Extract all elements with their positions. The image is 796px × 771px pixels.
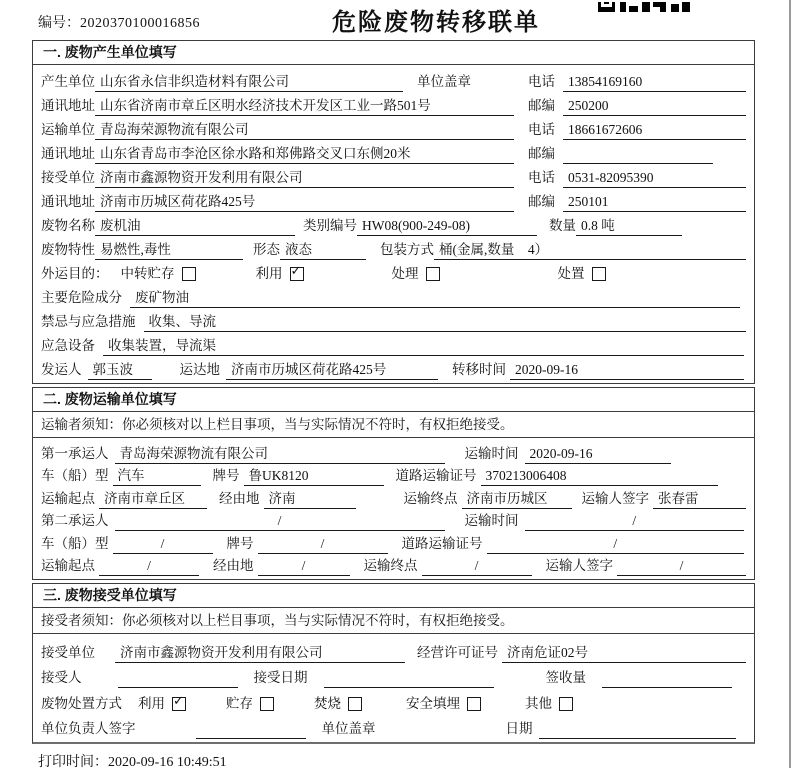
row-receiver xyxy=(41,164,746,188)
producer-zip-group xyxy=(528,94,746,116)
print-time-value: 2020-09-16 10:49:51 xyxy=(108,755,227,770)
receiver-phone-label: 电话 xyxy=(528,170,555,185)
acceptor-label: 接受人 xyxy=(41,670,82,685)
row-vehicle1 xyxy=(41,464,746,487)
emergency-equipment-value: 收集装置，导流渠 xyxy=(103,334,744,356)
producer-zip-value: 250200 xyxy=(563,98,746,116)
transporter-zip-group xyxy=(528,142,746,164)
end2-value: / xyxy=(422,558,532,576)
waste-name-value: 废机油 xyxy=(95,214,295,236)
transporter-zip-value xyxy=(563,148,713,164)
accepting-unit-value: 济南市鑫源物资开发利用有限公司 xyxy=(115,641,405,663)
hazard-components-value: 废矿物油 xyxy=(130,286,740,308)
carrier1-time-value: 2020-09-16 xyxy=(525,446,671,464)
packaging-label: 包装方式 xyxy=(380,242,434,257)
checkbox-icon xyxy=(592,267,606,281)
carrier1-time-label: 运输时间 xyxy=(464,445,519,461)
license-value: 济南危证02号 xyxy=(502,641,746,663)
plate1-label: 牌号 xyxy=(212,468,240,483)
sign1-value: 张春雷 xyxy=(653,487,746,509)
row-receiver-address xyxy=(41,188,746,212)
waste-form-value: 液态 xyxy=(280,238,366,260)
row-waste-traits xyxy=(41,236,746,260)
signed-amount-value xyxy=(602,672,732,688)
waste-quantity-label: 数量 xyxy=(549,218,576,233)
purpose-option-dispose xyxy=(558,262,606,284)
row-signoff xyxy=(41,714,746,740)
checkbox-icon xyxy=(559,697,573,711)
purpose-option-transfer-storage xyxy=(121,262,196,284)
transporter-phone-value: 18661672606 xyxy=(563,122,746,140)
receiver-zip-group xyxy=(528,190,746,212)
seal-date-value xyxy=(539,723,737,739)
emergency-equipment-label: 应急设备 xyxy=(41,338,95,353)
transporter-phone-group xyxy=(528,118,746,140)
row-route2 xyxy=(41,554,746,577)
row-incompat-measures xyxy=(41,308,746,332)
row-acceptance xyxy=(41,663,746,689)
vehicle1-label: 车（船）型 xyxy=(41,468,109,483)
purpose-option-reuse xyxy=(256,262,304,284)
permit2-label: 道路运输证号 xyxy=(401,535,483,551)
waste-category-value: HW08(900-249-08) xyxy=(357,218,537,236)
incompat-measures-label: 禁忌与应急措施 xyxy=(41,314,136,329)
responsible-sign-value xyxy=(196,723,306,739)
document-header xyxy=(0,0,796,40)
origin1-label: 运输起点 xyxy=(41,490,95,506)
waste-quantity-value: 0.8 吨 xyxy=(576,214,682,236)
section-transport xyxy=(32,387,755,580)
carrier1-value: 青岛海荣源物流有限公司 xyxy=(115,442,445,464)
checkbox-icon xyxy=(467,697,481,711)
receiver-value: 济南市鑫源物资开发利用有限公司 xyxy=(95,166,514,188)
row-producer xyxy=(41,68,746,92)
page-right-edge-line xyxy=(789,0,791,768)
row-hazard-components xyxy=(41,284,746,308)
purpose-option-treat xyxy=(392,262,440,284)
receiver-address-value: 济南市历城区荷花路425号 xyxy=(95,190,514,212)
via2-value: / xyxy=(258,558,350,576)
section-producer xyxy=(32,40,755,384)
permit1-label: 道路运输证号 xyxy=(395,468,477,483)
license-label: 经营许可证号 xyxy=(417,644,498,660)
row-emergency-equipment xyxy=(41,332,746,356)
producer-phone-group xyxy=(528,70,746,92)
section-receiver-rows xyxy=(33,634,754,742)
unit-seal-label: 单位盖章 xyxy=(321,721,376,736)
signed-amount-label: 签收量 xyxy=(545,670,586,685)
row-carrier1 xyxy=(41,441,746,464)
destination-value: 济南市历城区荷花路425号 xyxy=(226,358,438,380)
row-vehicle2 xyxy=(41,531,746,554)
transfer-time-value: 2020-09-16 xyxy=(510,362,744,380)
purpose-option-label: 处理 xyxy=(391,266,419,281)
carrier2-value: / xyxy=(115,513,445,531)
producer-seal-label: 单位盖章 xyxy=(417,74,471,89)
end2-label: 运输终点 xyxy=(363,558,418,573)
row-dispatch xyxy=(41,356,746,380)
via2-label: 经由地 xyxy=(213,558,254,573)
plate1-value: 鲁UK8120 xyxy=(244,464,384,486)
row-disposal-method xyxy=(41,688,746,714)
transporter-value: 青岛海荣源物流有限公司 xyxy=(95,118,514,140)
via1-label: 经由地 xyxy=(219,490,260,506)
section-receiver xyxy=(32,583,755,744)
receiver-notice: 接受者须知：你必须核对以上栏目事项，当与实际情况不符时，有权拒绝接受。 xyxy=(33,608,754,634)
transporter-address-label: 通讯地址 xyxy=(41,146,95,161)
check-mark: ✓ xyxy=(173,693,184,709)
waste-category-label: 类别编号 xyxy=(303,218,357,233)
qr-code-fragment-icon xyxy=(598,0,690,18)
accepting-unit-label: 接受单位 xyxy=(41,644,95,660)
disposal-option-storage xyxy=(226,692,274,714)
transport-notice: 运输者须知：你必须核对以上栏目事项，当与实际情况不符时，有权拒绝接受。 xyxy=(33,412,754,438)
checkbox-icon xyxy=(182,267,196,281)
disposal-option-label: 贮存 xyxy=(226,695,253,711)
transfer-manifest-form xyxy=(32,40,755,747)
transfer-time-label: 转移时间 xyxy=(452,362,506,377)
disposal-option-reuse xyxy=(138,692,186,714)
disposal-option-label: 利用 xyxy=(138,695,165,711)
sign2-label: 运输人签字 xyxy=(545,558,613,573)
row-transporter xyxy=(41,116,746,140)
serial-number-line xyxy=(38,12,200,32)
disposal-method-label: 废物处置方式 xyxy=(41,695,122,711)
receiver-label: 接受单位 xyxy=(41,170,95,185)
receiver-zip-label: 邮编 xyxy=(528,194,555,209)
receiver-zip-value: 250101 xyxy=(563,194,746,212)
checkbox-icon xyxy=(426,267,440,281)
page-title: 危险废物转移联单 xyxy=(332,9,540,36)
acceptor-value xyxy=(118,672,238,688)
carrier2-time-value: / xyxy=(525,513,745,531)
print-time-label: 打印时间： xyxy=(38,755,108,770)
vehicle2-label: 车（船）型 xyxy=(41,535,109,551)
disposal-option-label: 其他 xyxy=(525,695,552,711)
checkbox-checked-icon xyxy=(290,264,304,281)
section-transport-header: 二. 废物运输单位填写 xyxy=(33,388,754,412)
transporter-label: 运输单位 xyxy=(41,122,95,137)
transporter-phone-label: 电话 xyxy=(528,122,555,137)
producer-value: 山东省永信非织造材料有限公司 xyxy=(95,70,403,92)
waste-traits-label: 废物特性 xyxy=(41,242,95,257)
checkbox-icon xyxy=(260,697,274,711)
serial-label: 编号： xyxy=(38,16,80,31)
producer-phone-value: 13854169160 xyxy=(563,74,746,92)
sign2-value: / xyxy=(617,558,746,576)
purpose-label: 外运目的： xyxy=(41,266,109,281)
disposal-option-label: 焚烧 xyxy=(314,695,341,711)
row-carrier2 xyxy=(41,509,746,532)
row-waste-name xyxy=(41,212,746,236)
transporter-address-value: 山东省青岛市李沧区徐水路和郑佛路交叉口东侧20米 xyxy=(95,142,514,164)
section-receiver-header: 三. 废物接受单位填写 xyxy=(33,584,754,608)
section-producer-header: 一. 废物产生单位填写 xyxy=(33,41,754,65)
print-time-line xyxy=(38,751,227,771)
section-transport-rows xyxy=(33,438,754,579)
disposal-option-other xyxy=(525,692,573,714)
row-purpose xyxy=(41,260,746,284)
serial-value: 2020370100016856 xyxy=(80,16,200,31)
producer-label: 产生单位 xyxy=(41,74,95,89)
row-route1 xyxy=(41,486,746,509)
end1-label: 运输终点 xyxy=(403,490,458,506)
vehicle2-value: / xyxy=(113,536,213,554)
accept-date-value xyxy=(324,672,494,688)
origin2-label: 运输起点 xyxy=(41,558,95,573)
carrier1-label: 第一承运人 xyxy=(41,445,109,461)
origin1-value: 济南市章丘区 xyxy=(99,487,207,509)
check-mark: ✓ xyxy=(290,264,302,279)
checkbox-icon xyxy=(348,697,362,711)
receiver-phone-group xyxy=(528,166,746,188)
disposal-option-label: 安全填埋 xyxy=(406,695,460,711)
purpose-option-label: 利用 xyxy=(255,266,283,281)
via1-value: 济南 xyxy=(264,487,356,509)
row-transporter-address xyxy=(41,140,746,164)
dispatcher-value: 郭玉波 xyxy=(88,358,152,380)
incompat-measures-value: 收集、导流 xyxy=(144,310,747,332)
producer-address-value: 山东省济南市章丘区明水经济技术开发区工业一路501号 xyxy=(95,94,514,116)
carrier2-label: 第二承运人 xyxy=(41,513,109,528)
plate2-value: / xyxy=(258,536,388,554)
row-producer-address xyxy=(41,92,746,116)
receiver-phone-value: 0531-82095390 xyxy=(563,170,746,188)
disposal-option-incinerate xyxy=(314,692,362,714)
dispatcher-label: 发运人 xyxy=(41,362,82,377)
producer-zip-label: 邮编 xyxy=(528,98,555,113)
purpose-option-label: 处置 xyxy=(557,266,585,281)
plate2-label: 牌号 xyxy=(226,535,254,551)
producer-address-label: 通讯地址 xyxy=(41,98,95,113)
accept-date-label: 接受日期 xyxy=(253,670,308,685)
producer-phone-label: 电话 xyxy=(528,74,555,89)
packaging-value: 桶(金属,数量 4） xyxy=(434,238,746,260)
purpose-option-label: 中转贮存 xyxy=(120,266,175,281)
hazard-components-label: 主要危险成分 xyxy=(41,290,122,305)
disposal-option-landfill xyxy=(406,692,481,714)
destination-label: 运达地 xyxy=(179,362,220,377)
waste-name-label: 废物名称 xyxy=(41,218,95,233)
seal-date-label: 日期 xyxy=(505,721,533,736)
responsible-sign-label: 单位负责人签字 xyxy=(41,721,136,736)
origin2-value: / xyxy=(99,558,199,576)
waste-traits-value: 易燃性,毒性 xyxy=(95,238,243,260)
end1-value: 济南市历城区 xyxy=(462,487,572,509)
carrier2-time-label: 运输时间 xyxy=(464,513,519,528)
section-producer-rows xyxy=(33,65,754,383)
receiver-address-label: 通讯地址 xyxy=(41,194,95,209)
vehicle1-value: 汽车 xyxy=(113,464,201,486)
checkbox-checked-icon xyxy=(172,693,186,711)
permit1-value: 370213006408 xyxy=(481,468,719,486)
permit2-value: / xyxy=(487,536,745,554)
transporter-zip-label: 邮编 xyxy=(528,146,555,161)
sign1-label: 运输人签字 xyxy=(581,490,649,506)
waste-form-label: 形态 xyxy=(253,242,280,257)
row-accepting-unit xyxy=(41,637,746,663)
